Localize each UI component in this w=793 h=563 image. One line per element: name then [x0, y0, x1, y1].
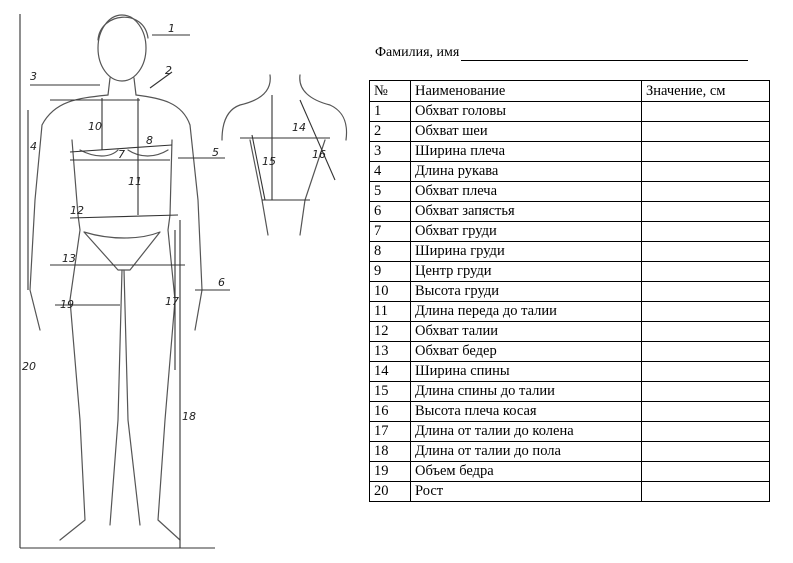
- table-row: [370, 462, 770, 482]
- table-row: [370, 282, 770, 302]
- row-name: Обхват запястья: [411, 202, 642, 222]
- row-value[interactable]: [642, 302, 770, 322]
- row-number: 5: [370, 182, 411, 202]
- row-value[interactable]: [642, 362, 770, 382]
- row-number: 13: [370, 342, 411, 362]
- row-name: Обхват груди: [411, 222, 642, 242]
- row-name: Объем бедра: [411, 462, 642, 482]
- row-number: 8: [370, 242, 411, 262]
- column-header-name: Наименование: [411, 81, 642, 102]
- measurements-table: [369, 80, 770, 502]
- row-name: Высота плеча косая: [411, 402, 642, 422]
- row-number: 20: [370, 482, 411, 502]
- table-row: [370, 482, 770, 502]
- column-header-value: Значение, см: [642, 81, 770, 102]
- table-row: [370, 102, 770, 122]
- row-number: 2: [370, 122, 411, 142]
- row-name: Центр груди: [411, 262, 642, 282]
- row-value[interactable]: [642, 122, 770, 142]
- row-name: Обхват плеча: [411, 182, 642, 202]
- table-row: [370, 122, 770, 142]
- row-value[interactable]: [642, 382, 770, 402]
- row-value[interactable]: [642, 482, 770, 502]
- row-value[interactable]: [642, 202, 770, 222]
- table-row: [370, 162, 770, 182]
- label-5: 5: [212, 146, 219, 159]
- name-field: [375, 44, 748, 61]
- table-row: [370, 382, 770, 402]
- label-13: 13: [62, 252, 76, 265]
- label-7: 7: [118, 148, 125, 161]
- column-header-number: №: [370, 81, 411, 102]
- row-name: Высота груди: [411, 282, 642, 302]
- label-6: 6: [218, 276, 225, 289]
- label-3: 3: [30, 70, 37, 83]
- row-number: 12: [370, 322, 411, 342]
- row-number: 18: [370, 442, 411, 462]
- row-name: Ширина спины: [411, 362, 642, 382]
- table-row: [370, 202, 770, 222]
- row-name: Длина от талии до колена: [411, 422, 642, 442]
- row-value[interactable]: [642, 282, 770, 302]
- label-1: 1: [168, 22, 175, 35]
- row-number: 3: [370, 142, 411, 162]
- back-figure: [222, 75, 347, 235]
- row-name: Длина рукава: [411, 162, 642, 182]
- row-number: 7: [370, 222, 411, 242]
- label-16: 16: [312, 148, 326, 161]
- row-number: 16: [370, 402, 411, 422]
- label-11: 11: [128, 175, 142, 188]
- front-figure: [30, 15, 202, 540]
- row-name: Обхват талии: [411, 322, 642, 342]
- label-4: 4: [30, 140, 37, 153]
- measurement-lines: [20, 14, 230, 548]
- row-value[interactable]: [642, 222, 770, 242]
- row-value[interactable]: [642, 422, 770, 442]
- table-row: [370, 442, 770, 462]
- row-name: Ширина плеча: [411, 142, 642, 162]
- label-15: 15: [262, 155, 276, 168]
- row-value[interactable]: [642, 142, 770, 162]
- row-name: Ширина груди: [411, 242, 642, 262]
- row-number: 11: [370, 302, 411, 322]
- row-number: 14: [370, 362, 411, 382]
- row-value[interactable]: [642, 402, 770, 422]
- label-14: 14: [292, 121, 306, 134]
- body-measurement-sketch: [0, 0, 360, 563]
- label-18: 18: [182, 410, 196, 423]
- row-value[interactable]: [642, 262, 770, 282]
- row-name: Обхват шеи: [411, 122, 642, 142]
- table-row: [370, 262, 770, 282]
- row-value[interactable]: [642, 322, 770, 342]
- table-row: [370, 322, 770, 342]
- label-19: 19: [60, 298, 74, 311]
- row-name: Длина спины до талии: [411, 382, 642, 402]
- table-row: [370, 242, 770, 262]
- label-10: 10: [88, 120, 102, 133]
- row-value[interactable]: [642, 342, 770, 362]
- table-row: [370, 222, 770, 242]
- row-number: 6: [370, 202, 411, 222]
- row-name: Длина от талии до пола: [411, 442, 642, 462]
- name-underline[interactable]: [461, 44, 748, 61]
- table-row: [370, 182, 770, 202]
- row-name: Длина переда до талии: [411, 302, 642, 322]
- row-number: 17: [370, 422, 411, 442]
- name-label: Фамилия, имя: [375, 45, 460, 60]
- row-number: 19: [370, 462, 411, 482]
- label-12: 12: [70, 204, 84, 217]
- row-value[interactable]: [642, 182, 770, 202]
- row-number: 1: [370, 102, 411, 122]
- row-number: 10: [370, 282, 411, 302]
- row-value[interactable]: [642, 162, 770, 182]
- label-2: 2: [165, 64, 172, 77]
- row-value[interactable]: [642, 442, 770, 462]
- table-body: [370, 102, 770, 502]
- row-number: 15: [370, 382, 411, 402]
- row-name: Рост: [411, 482, 642, 502]
- table-row: [370, 402, 770, 422]
- label-8: 8: [146, 134, 153, 147]
- row-name: Обхват головы: [411, 102, 642, 122]
- table-row: [370, 302, 770, 322]
- row-value[interactable]: [642, 462, 770, 482]
- table-row: [370, 362, 770, 382]
- row-value[interactable]: [642, 242, 770, 262]
- row-number: 9: [370, 262, 411, 282]
- row-number: 4: [370, 162, 411, 182]
- table-row: [370, 422, 770, 442]
- table-header-row: [370, 81, 770, 102]
- table-row: [370, 342, 770, 362]
- row-name: Обхват бедер: [411, 342, 642, 362]
- label-17: 17: [165, 295, 179, 308]
- row-value[interactable]: [642, 102, 770, 122]
- table-row: [370, 142, 770, 162]
- label-20: 20: [22, 360, 36, 373]
